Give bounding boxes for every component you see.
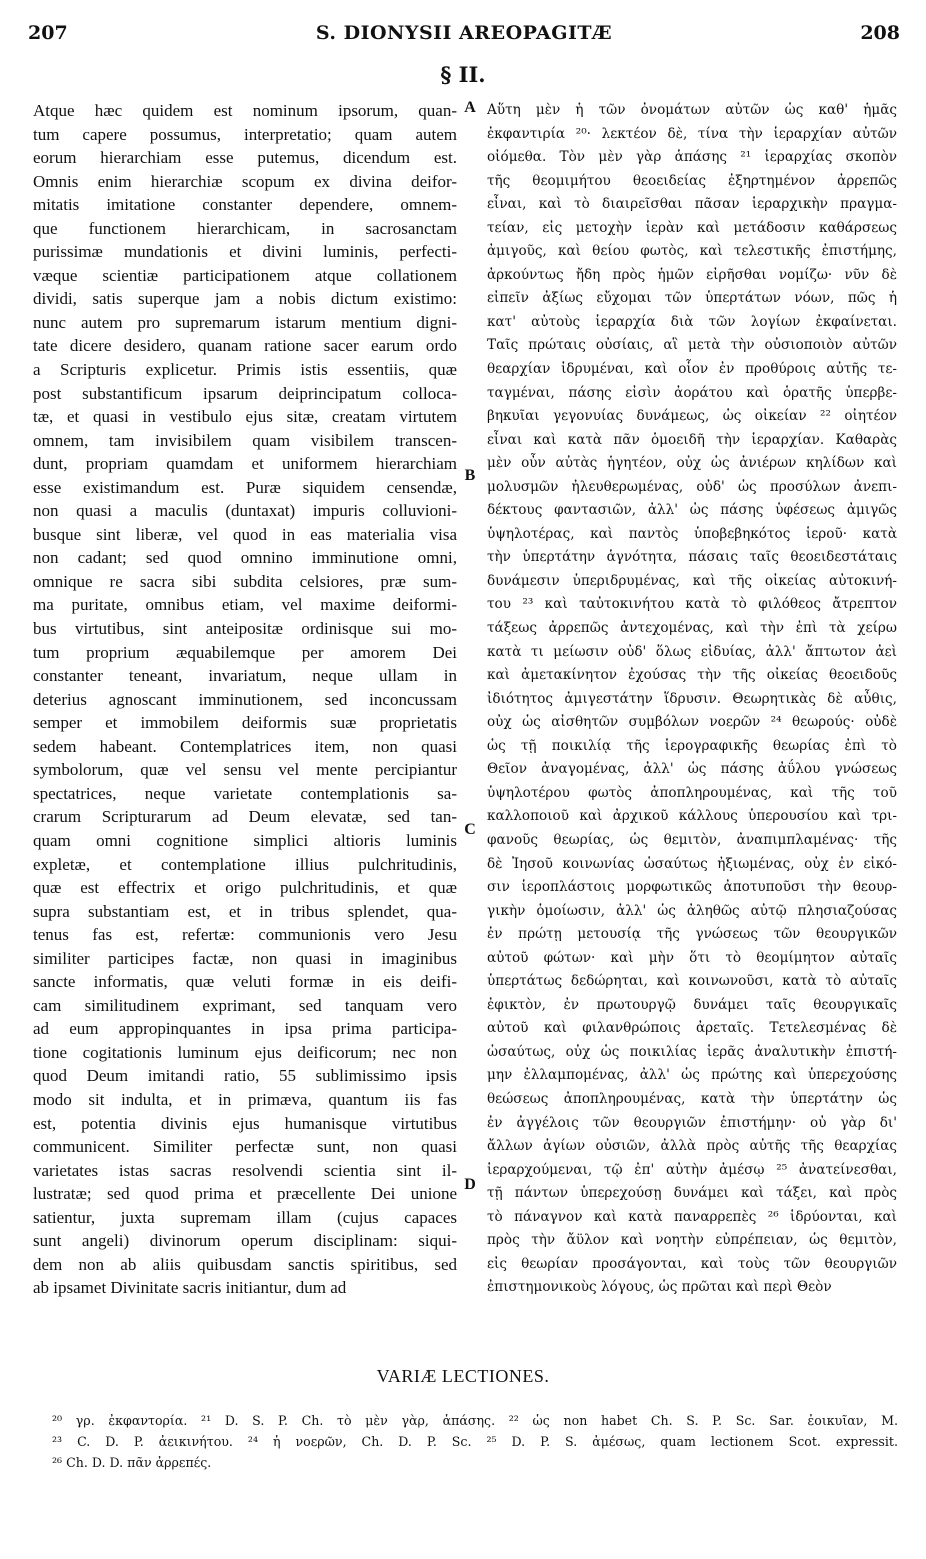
running-head	[28, 22, 900, 48]
latin-text-line: dem non ab aliis quibusdam sanctis spiritibus, sed	[33, 1254, 457, 1274]
latin-text-line: tione cogitationis luminum ejus deificorum; nec non	[33, 1042, 457, 1062]
variant-note-line: ²³ C. D. P. ἀεικινήτου. ²⁴ ἡ νοερῶν, Ch. D. P. Sc. ²⁵ D. P. S. ἀμέσως, quam lectionem Scot. expressit.	[52, 1434, 898, 1449]
greek-column	[487, 99, 897, 1359]
greek-text-line: θεώσεως ἀποπληρουμένας, κατὰ τὴν ὑπερτάτην ὡς	[487, 1090, 897, 1107]
greek-text-line: του ²³ καὶ ταὐτοκινήτου κατὰ τὸ φιλόθεος ἄτρεπτον	[487, 596, 897, 613]
section-heading: § II.	[440, 62, 486, 87]
greek-text-line: ἰδιότητος ἀμιγεστάτην ἵδρυσιν. Θεωρητικὰς δὲ αὖθις,	[487, 690, 897, 707]
latin-text-line: tum capere possumus, interpretatio; quam autem	[33, 124, 457, 144]
latin-text-line: ma puritate, omnibus etiam, vel maxime deiformi-	[33, 595, 457, 615]
greek-text-line: ὑψηλοτέρου φωτὸς ἀποπληρουμένας, καὶ τῆς τοῦ	[487, 784, 897, 801]
greek-text-line: κατὰ τι μείωσιν οὐδ' ὅλως εἰδυίας, ἀλλ' ἄπτωτον ἀεὶ	[487, 643, 897, 660]
greek-text-line: ἐκφαντιρία ²⁰· λεκτέον δὲ, τίνα τὴν ἱεραρχίαν αὐτῶν	[487, 125, 897, 142]
latin-text-line: tenus fas est, refertæ: communionis vero Jesu	[33, 925, 457, 945]
latin-text-line: que functionem hierarchicam, in sacrosanctam	[33, 218, 457, 238]
latin-text-line: quam omni cognitione simplici altioris luminis	[33, 830, 457, 850]
greek-text-line: οὐχ ὡς αἰσθητῶν συμβόλων νοερῶν ²⁴ θεωρούς· οὐδὲ	[487, 714, 897, 731]
greek-text-line: εἰπεῖν ἀξίως εὔχομαι τῶν ὑπερτάτων νόων, πῶς ἡ	[487, 290, 897, 307]
greek-text-line: σιν ἱεροπλάστοις μορφωτικῶς ἀποτυποῦσι τὴν θεουρ-	[487, 879, 897, 896]
latin-text-line: semper et immobilem deiformis suæ proprietatis	[33, 713, 457, 733]
margin-marker-b: B	[464, 467, 476, 484]
greek-text-line: ἐν ἀγγέλοις τῶν θεουργιῶν ἐπιστήμην· οὐ γὰρ δι'	[487, 1114, 897, 1131]
latin-text-line: post substantificum ipsarum deiprincipatum colloca-	[33, 383, 457, 403]
greek-text-line: ὡσαύτως, οὐχ ὡς ποικιλίας ἱερᾶς ἀναλυτικὴν ἐπιστή-	[487, 1043, 897, 1060]
greek-text-line: εἶναι καὶ κατὰ πᾶν ὁμοειδῆ τὴν ἱεραρχίαν. Καθαρὰς	[487, 431, 897, 448]
greek-text-line: ὑψηλοτέρας, καὶ παντὸς ὑποβεβηκότος ἱεροῦ· κατὰ	[487, 525, 897, 542]
greek-text-line: τῇ πάντων ὑπερεχούσῃ δυνάμει καὶ τάξει, καὶ πρὸς	[487, 1185, 897, 1202]
margin-marker-d: D	[464, 1176, 476, 1193]
margin-markers	[458, 99, 482, 1359]
latin-text-line: communicent. Similiter perfectæ sunt, non quasi	[33, 1137, 457, 1157]
latin-text-line: dividi, satis superque jam a nobis dictum existimo:	[33, 289, 457, 309]
latin-text-line: Atque hæc quidem est nominum ipsorum, quan-	[33, 101, 457, 120]
greek-text-line: τῆς θεομιμήτου θεοειδείας ἐξηρτημένον ἀρρεπῶς	[487, 172, 897, 189]
latin-text-line: sedem habeant. Contemplatrices item, non quasi	[33, 736, 457, 756]
greek-text-line: αὐτοῦ καὶ φιλανθρώποις ἀρεταῖς. Τετελεσμένας δὲ	[487, 1020, 897, 1037]
latin-text-line: dunt, propriam quamdam et uniformem hierarchiam	[33, 454, 457, 474]
latin-text-line: sancte informatis, quæ veluti formæ in eis deifi-	[33, 972, 457, 992]
greek-text-line: τάξεως ἀρρεπῶς ἀντεχομένας, καὶ τὴν ἐπὶ τὰ χείρω	[487, 620, 897, 637]
greek-text-line: καὶ ἀμετακίνητον ἐχούσας τὴν τῆς οἰκείας θεοειδοῦς	[487, 667, 897, 684]
latin-text-line: satientur, juxta supremam illam (cujus capaces	[33, 1207, 457, 1227]
greek-text-line: αὐτοῦ φώτων· καὶ μὴν ὅτι τὸ θεομίμητον αὐταῖς	[487, 949, 897, 966]
latin-text-line: nunc autem pro supremarum istarum mentium digni-	[33, 312, 457, 332]
latin-text-line: ad eum appropinquantes in ipsa prima participa-	[33, 1019, 457, 1039]
greek-text-line: γικὴν ὁμοίωσιν, ἀλλ' ὡς ἀληθῶς αὐτῷ πλησιαζούσας	[487, 902, 897, 919]
latin-text-line: quæ est effectrix et origo pulchritudinis, et quæ	[33, 878, 457, 898]
latin-text-line: eorum hierarchiam esse putemus, dicendum est.	[33, 148, 457, 168]
latin-text-line: bus virtutibus, sint anteipositæ ordinisque sui mo-	[33, 619, 457, 639]
greek-text-line: μολυσμῶν ἠλευθερωμένας, οὐδ' ὡς προσύλων ἀνεπι-	[487, 478, 897, 495]
latin-text-line: quod Deum imitandi ratio, 55 sublimissimo ipsis	[33, 1066, 457, 1086]
greek-text-line: μὲν οὖν αὐτὰς ἡγητέον, οὐχ ὡς ἀνιέρων κηλίδων καὶ	[487, 455, 897, 472]
greek-text-line: φανοῦς θεωρίας, ὡς θεμιτὸν, ἀναπιμπλαμένας· τῆς	[487, 831, 897, 848]
latin-text-line: non quasi a maculis (duntaxat) impuris colluvioni-	[33, 501, 457, 521]
latin-text-line: busque sint liberæ, vel quod in eas materialia visa	[33, 524, 457, 544]
greek-text-line: καλλοποιοῦ καὶ ἀρχικοῦ κάλλους ὑπερουσίου καὶ τρι-	[487, 808, 897, 825]
latin-text-line: crarum Scripturarum ad Deum elevatæ, sed tan-	[33, 807, 457, 827]
greek-text-line: εἰς θεωρίαν προσάγονται, καὶ τοὺς τῶν θεουργιῶν	[487, 1255, 897, 1272]
latin-text-line: lustratæ; sed quod prima et præcellente Dei unione	[33, 1184, 457, 1204]
greek-text-line: τὴν ὑπερτάτην ἁγνότητα, πάσαις ταῖς θεοειδεστάταις	[487, 549, 897, 566]
latin-text-line: symbolorum, quæ vel sensu vel mente percipiantur	[33, 760, 457, 780]
latin-text-line: esse existimandum est. Puræ siquidem censendæ,	[33, 477, 457, 497]
latin-text-line: tæ, et quasi in vestibulo ejus sitæ, creatam virtutem	[33, 407, 457, 427]
greek-text-line: θεαρχίαν ἱδρυμέναι, καὶ οἷον ἐν προθύροις αὐτῆς τε-	[487, 361, 897, 378]
margin-marker-c: C	[464, 821, 476, 838]
greek-text-line: ἐν πρώτῃ μετουσίᾳ τῆς γνώσεως τῶν θεουργικῶν	[487, 926, 897, 943]
latin-text-line: Omnis enim hierarchiæ scopum ex divina deifor-	[33, 171, 457, 191]
greek-text-line: πρὸς τὴν ἄϋλον καὶ νοητὴν εὐπρέπειαν, ὡς θεμιτὸν,	[487, 1232, 897, 1249]
greek-text-line: βηκυῖαι γεγονυίας δυνάμεως, ὡς οἰκείαν ²² οἰητέον	[487, 408, 897, 425]
margin-marker-a: A	[464, 99, 476, 116]
greek-text-line: ὑπερτάτως δεδώρηται, καὶ κοινωνοῦσι, κατὰ τὸ αὐταῖς	[487, 973, 897, 990]
latin-text-line: ab ipsamet Divinitate sacris initiantur, dum ad	[33, 1278, 347, 1298]
latin-text-line: purissimæ mundationis et divini luminis, perfecti-	[33, 242, 457, 262]
greek-text-line: ἀμιγοῦς, καὶ θείου φωτὸς, καὶ τελεστικῆς ἐπιστήμης,	[487, 243, 897, 260]
greek-text-line: μην ἐλλαμπομένας, ἀλλ' ὡς πρώτης καὶ ὑπερεχούσης	[487, 1067, 897, 1084]
latin-text-line: sunt angeli) divinorum operum disciplinam: siqui-	[33, 1231, 457, 1251]
greek-text-line: εἶναι, καὶ τὸ διαιρεῖσθαι πᾶσαν ἱεραρχικὴν πραγμα-	[487, 196, 897, 213]
latin-text-line: modo sit indulta, et in primæva, quantum iis fas	[33, 1089, 457, 1109]
variant-note-line: ²⁰ γρ. ἐκφαντορία. ²¹ D. S. P. Ch. τὸ μὲν γὰρ, ἁπάσης. ²² ὡς non habet Ch. S. P. Sc. Sar. ἐοικυῖαν, M.	[52, 1413, 898, 1428]
greek-text-line: δέκτους φαντασιῶν, ἀλλ' ὡς πάσης ὑφέσεως ἀμιγῶς	[487, 502, 897, 519]
latin-text-line: cam similitudinem exprimant, sed tanquam vero	[33, 995, 457, 1015]
page-number-left: 207	[28, 22, 68, 44]
latin-text-line: mitatis imitatione constanter dependere, omnem-	[33, 195, 457, 215]
greek-text-line: τὸ πάναγνον καὶ κατὰ παναρρεπὲς ²⁶ ἱδρύονται, καὶ	[487, 1208, 897, 1225]
greek-text-line: τείαν, εἰς μετοχὴν ἱερὰν καὶ μετάδοσιν καθάρσεως	[487, 219, 897, 236]
greek-text-line: ἐπιστημονικοὺς λόγους, ὡς πρῶται καὶ περὶ Θεὸν	[487, 1279, 832, 1296]
latin-text-line: a Scripturis explicetur. Primis istis essentiis, quæ	[33, 360, 457, 380]
greek-text-line: οἰόμεθα. Τὸν μὲν γὰρ ἁπάσης ²¹ ἱεραρχίας σκοπὸν	[487, 149, 897, 166]
variants-heading: VARIÆ LECTIONES.	[376, 1366, 550, 1386]
greek-text-line: ἱεραρχούμεναι, τῷ ἐπ' αὐτὴν ἀμέσῳ ²⁵ ἀνατείνεσθαι,	[487, 1161, 897, 1178]
greek-text-line: ἄλλων ἁγίων οὐσιῶν, ἀλλὰ πρὸς αὐτῆς τῆς θεαρχίας	[487, 1138, 897, 1155]
variant-readings	[52, 1410, 898, 1473]
latin-text-line: tum proprium æquabilemque per amorem Dei	[33, 642, 457, 662]
latin-text-line: væque scientiæ participationem atque collationem	[33, 265, 457, 285]
running-title: S. DIONYSII AREOPAGITÆ	[315, 22, 613, 44]
latin-text-line: non cadant; sed quod omnino imminutione omni,	[33, 548, 457, 568]
greek-text-line: Αὕτη μὲν ἡ τῶν ὀνομάτων αὐτῶν ὡς καθ' ἡμᾶς	[487, 102, 897, 118]
latin-text-line: omnique re sacra sibi subdita celsiores, præ sum-	[33, 571, 457, 591]
greek-text-line: Ταῖς πρώταις οὐσίαις, αἳ μετὰ τὴν οὐσιοποιὸν αὐτῶν	[487, 337, 897, 354]
greek-text-line: κατ' αὐτοὺς ἱεραρχία διὰ τῶν λογίων ἐκφαίνεται.	[487, 313, 897, 330]
latin-text-line: est, potentia divinis ejus humanisque virtutibus	[33, 1113, 457, 1133]
latin-text-line: deterius agnoscant imminutionem, sed inconcussam	[33, 689, 457, 709]
greek-text-line: Θεῖον ἀναγομένας, ἀλλ' ὡς πάσης ἀΰλου γνώσεως	[487, 761, 897, 778]
latin-text-line: tate dicere desidero, quanam ratione sacer earum ordo	[33, 336, 457, 356]
latin-text-line: supra substantiam est, et in tribus splendet, qua-	[33, 901, 457, 921]
latin-text-line: spectatrices, neque varietate contemplationis sa-	[33, 783, 457, 803]
greek-text-line: ὡς τῇ ποικιλίᾳ τῆς ἱερογραφικῆς θεωρίας ἐπὶ τὸ	[487, 737, 897, 754]
latin-column	[33, 99, 457, 1359]
variant-note-line: ²⁶ Ch. D. D. πᾶν ἀρρεπές.	[52, 1455, 212, 1470]
latin-text-line: omnem, tam invisibilem quam visibilem transcen-	[33, 430, 457, 450]
latin-text-line: expletæ, et contemplatione illius pulchritudinis,	[33, 854, 457, 874]
page-number-right: 208	[860, 22, 900, 44]
greek-text-line: ταγμέναι, πάσης εἰσὶν ἀοράτου καὶ ὁρατῆς ὑπερβε-	[487, 384, 897, 401]
greek-text-line: δὲ Ἰησοῦ κοινωνίας ὡσαύτως ἠξιωμένας, οὐχ ἐν εἰκό-	[487, 855, 897, 872]
latin-text-line: constanter teneant, invariatum, neque ullam in	[33, 666, 457, 686]
latin-text-line: varietates istas sacras resolvendi scientia sint il-	[33, 1160, 457, 1180]
latin-text-line: similiter participes factæ, non quasi in imaginibus	[33, 948, 457, 968]
greek-text-line: ἐφικτὸν, ἐν πρωτουργῷ δυνάμει ταῖς θεουργικαῖς	[487, 996, 897, 1013]
greek-text-line: δυνάμεσιν ὑπεριδρυμένας, καὶ τῆς οἰκείας αὐτοκινή-	[487, 572, 897, 589]
greek-text-line: ἀρκούντως ἤδη πρὸς ἡμῶν εἰρῆσθαι νομίζω· νῦν δὲ	[487, 266, 897, 283]
